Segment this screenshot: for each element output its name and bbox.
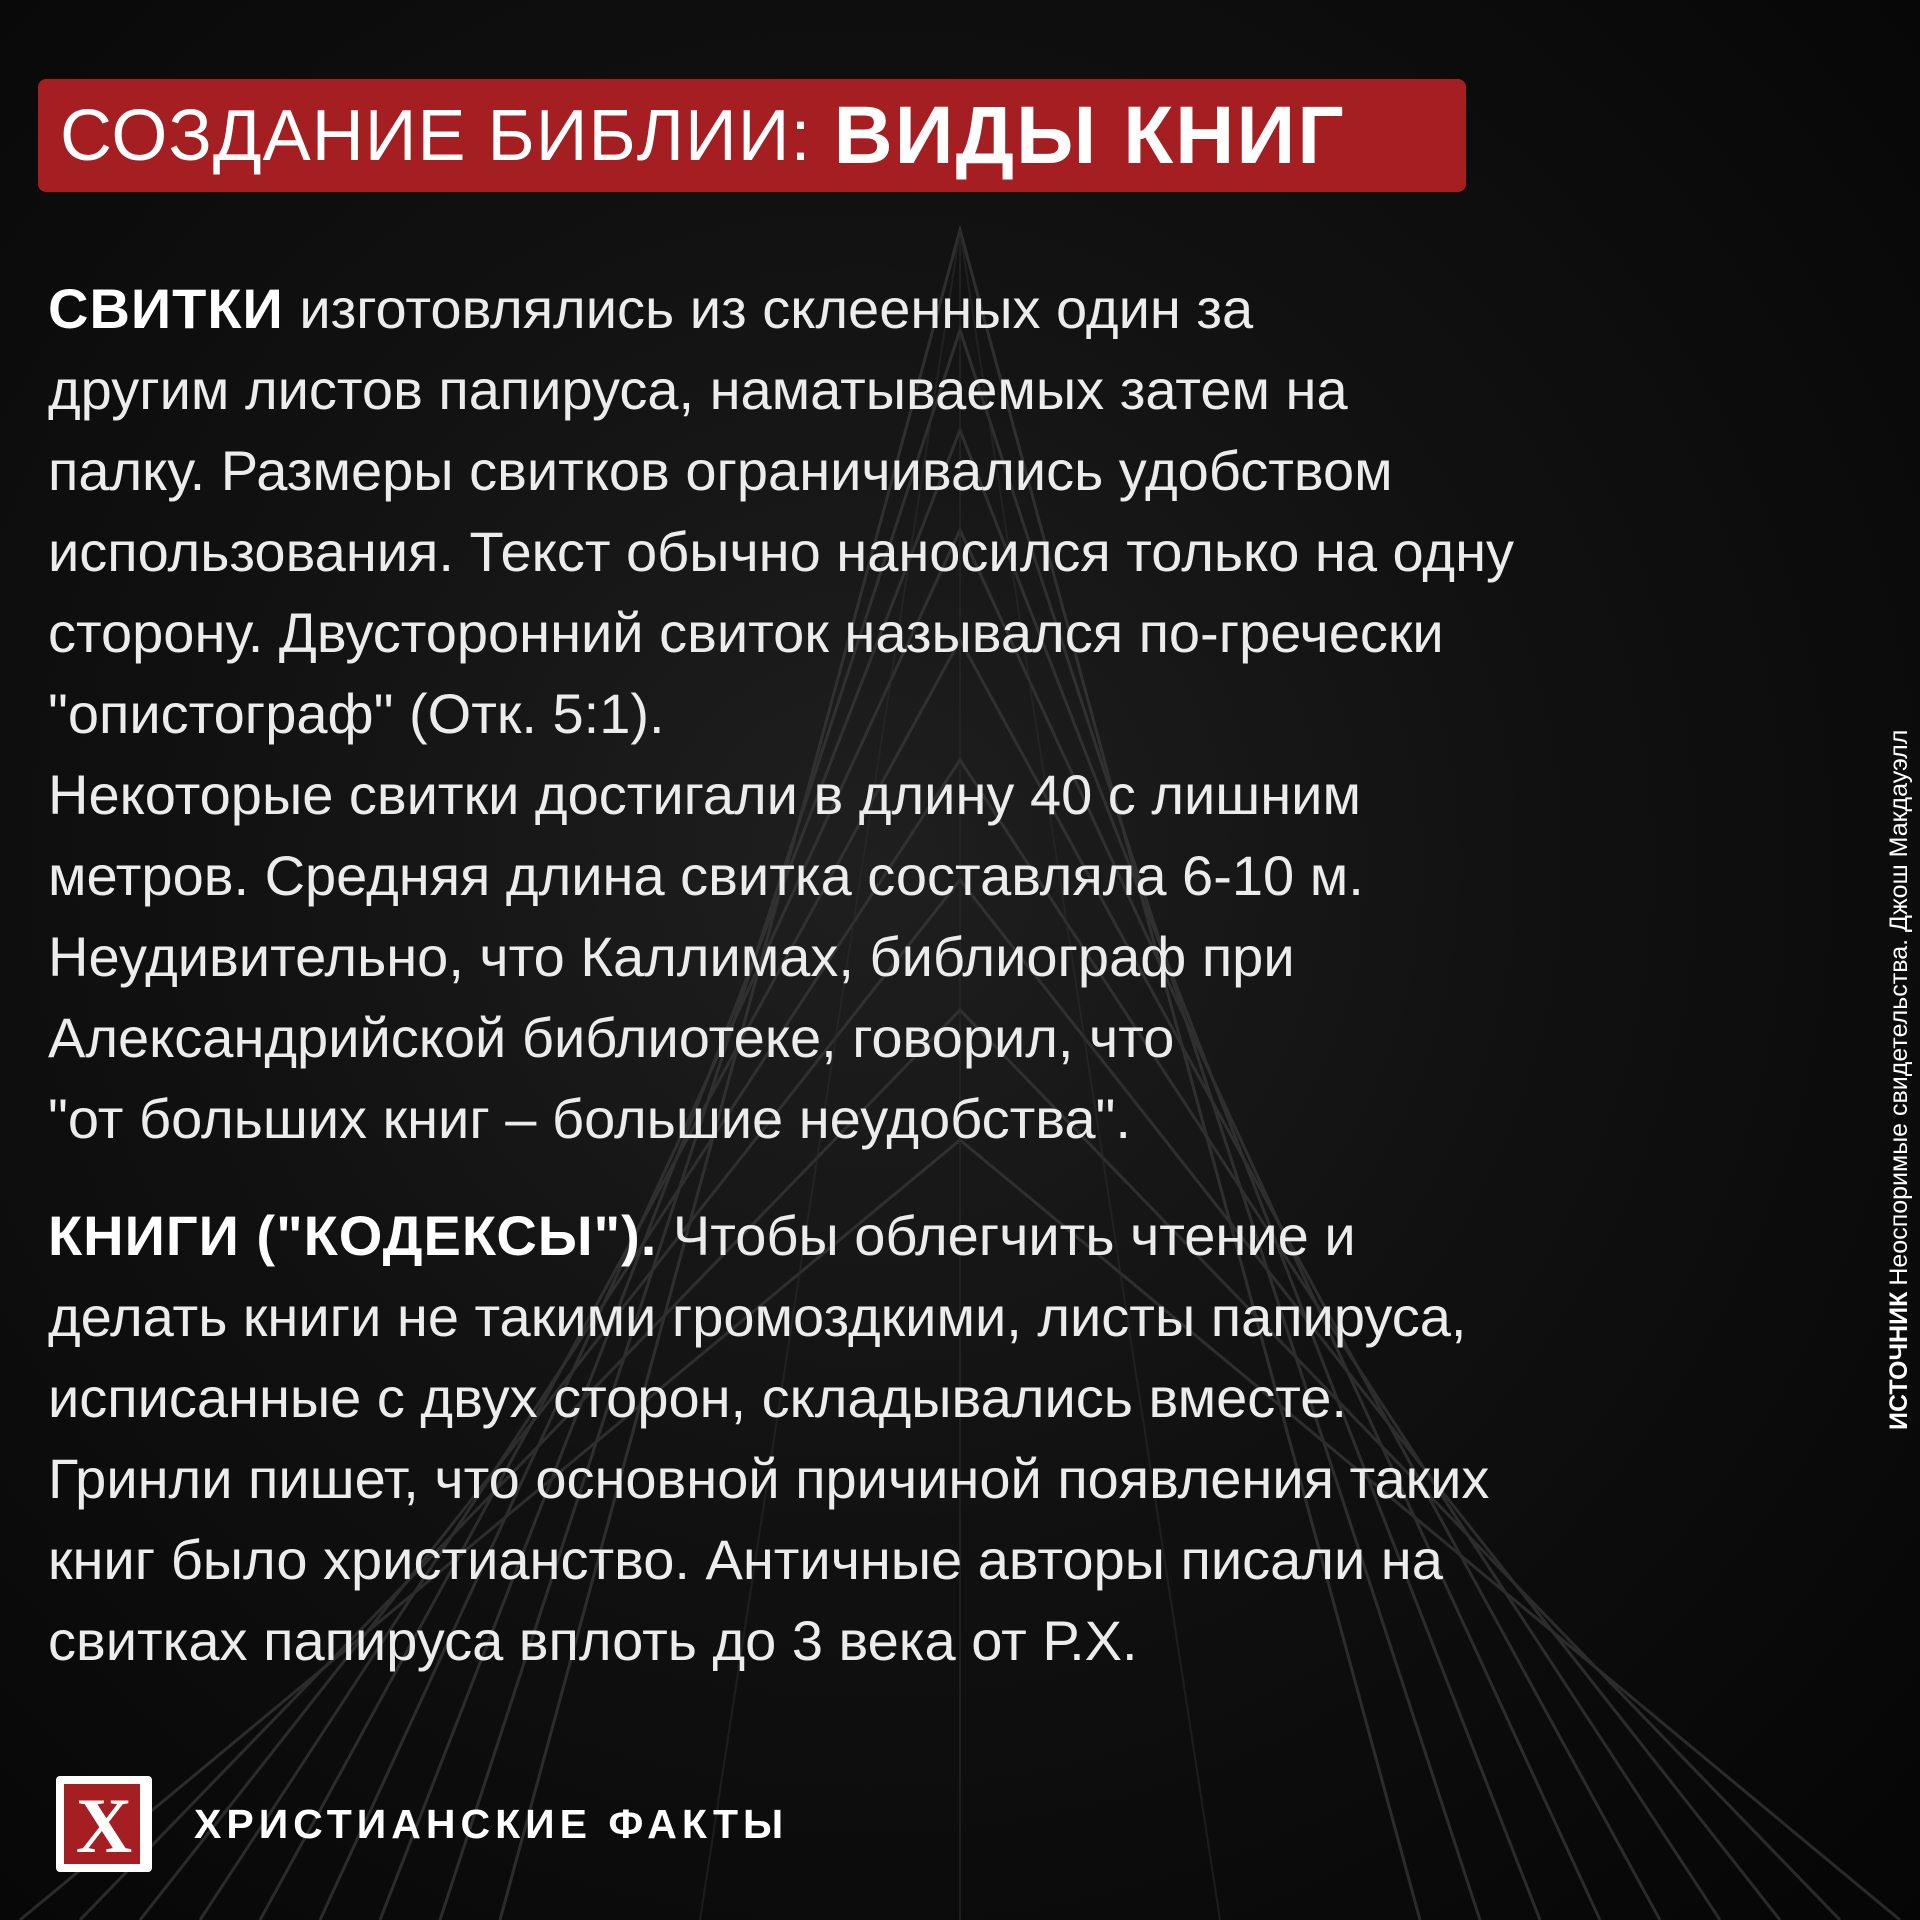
source-text: Неоспоримые свидетельства. Джош Макдауэлл [1885,729,1913,1286]
text-line [48,268,1738,349]
codices-heading: КНИГИ ("КОДЕКСЫ"). [48,1204,658,1267]
text-line-segment: Чтобы облегчить чтение и [672,1204,1356,1267]
brand-name: ХРИСТИАНСКИЕ ФАКТЫ [194,1800,789,1847]
codices-paragraph [48,1195,1738,1681]
page-title: ВИДЫ КНИГ [833,89,1346,181]
text-line: Неудивительно, что Каллимах, библиограф при [48,925,1295,988]
source-label: ИСТОЧНИК [1885,1291,1913,1430]
article-body [48,268,1738,1717]
text-line: свитках папируса вплоть до 3 века от Р.Х. [48,1609,1138,1672]
text-line: палку. Размеры свитков ограничивались удобством [48,439,1393,502]
logo-letter: X [75,1782,133,1869]
text-line: книг было христианство. Античные авторы писали на [48,1528,1443,1591]
text-line: Некоторые свитки достигали в длину 40 с лишним [48,763,1361,826]
text-line: делать книги не такими громоздкими, листы папируса, [48,1285,1467,1348]
text-line: "опистограф" (Отк. 5:1). [48,682,665,745]
logo-background [64,1782,144,1869]
text-line: "от больших книг – большие неудобства". [48,1087,1131,1150]
title-prefix: СОЗДАНИЕ БИБЛИИ: [60,95,812,176]
title-banner [38,79,1466,192]
scrolls-paragraph [48,268,1738,1159]
text-line [48,1195,1738,1276]
text-line: Гринли пишет, что основной причиной появления таких [48,1447,1490,1510]
footer [56,1776,788,1872]
logo-stripe [140,1784,144,1864]
scrolls-heading: СВИТКИ [48,277,284,340]
text-line: использования. Текст обычно наносился только на одну [48,520,1515,583]
source-credit [1885,730,1914,1430]
text-line: сторону. Двусторонний свиток назывался по-гречески [48,601,1444,664]
text-line-segment: изготовлялись из склеенных один за [299,277,1254,340]
brand-logo-icon[interactable] [56,1776,152,1872]
text-line: другим листов папируса, наматываемых затем на [48,358,1348,421]
text-line: метров. Средняя длина свитка составляла 6-10 м. [48,844,1364,907]
text-line: Александрийской библиотеке, говорил, что [48,1006,1175,1069]
text-line: исписанные с двух сторон, складывались вместе. [48,1366,1347,1429]
